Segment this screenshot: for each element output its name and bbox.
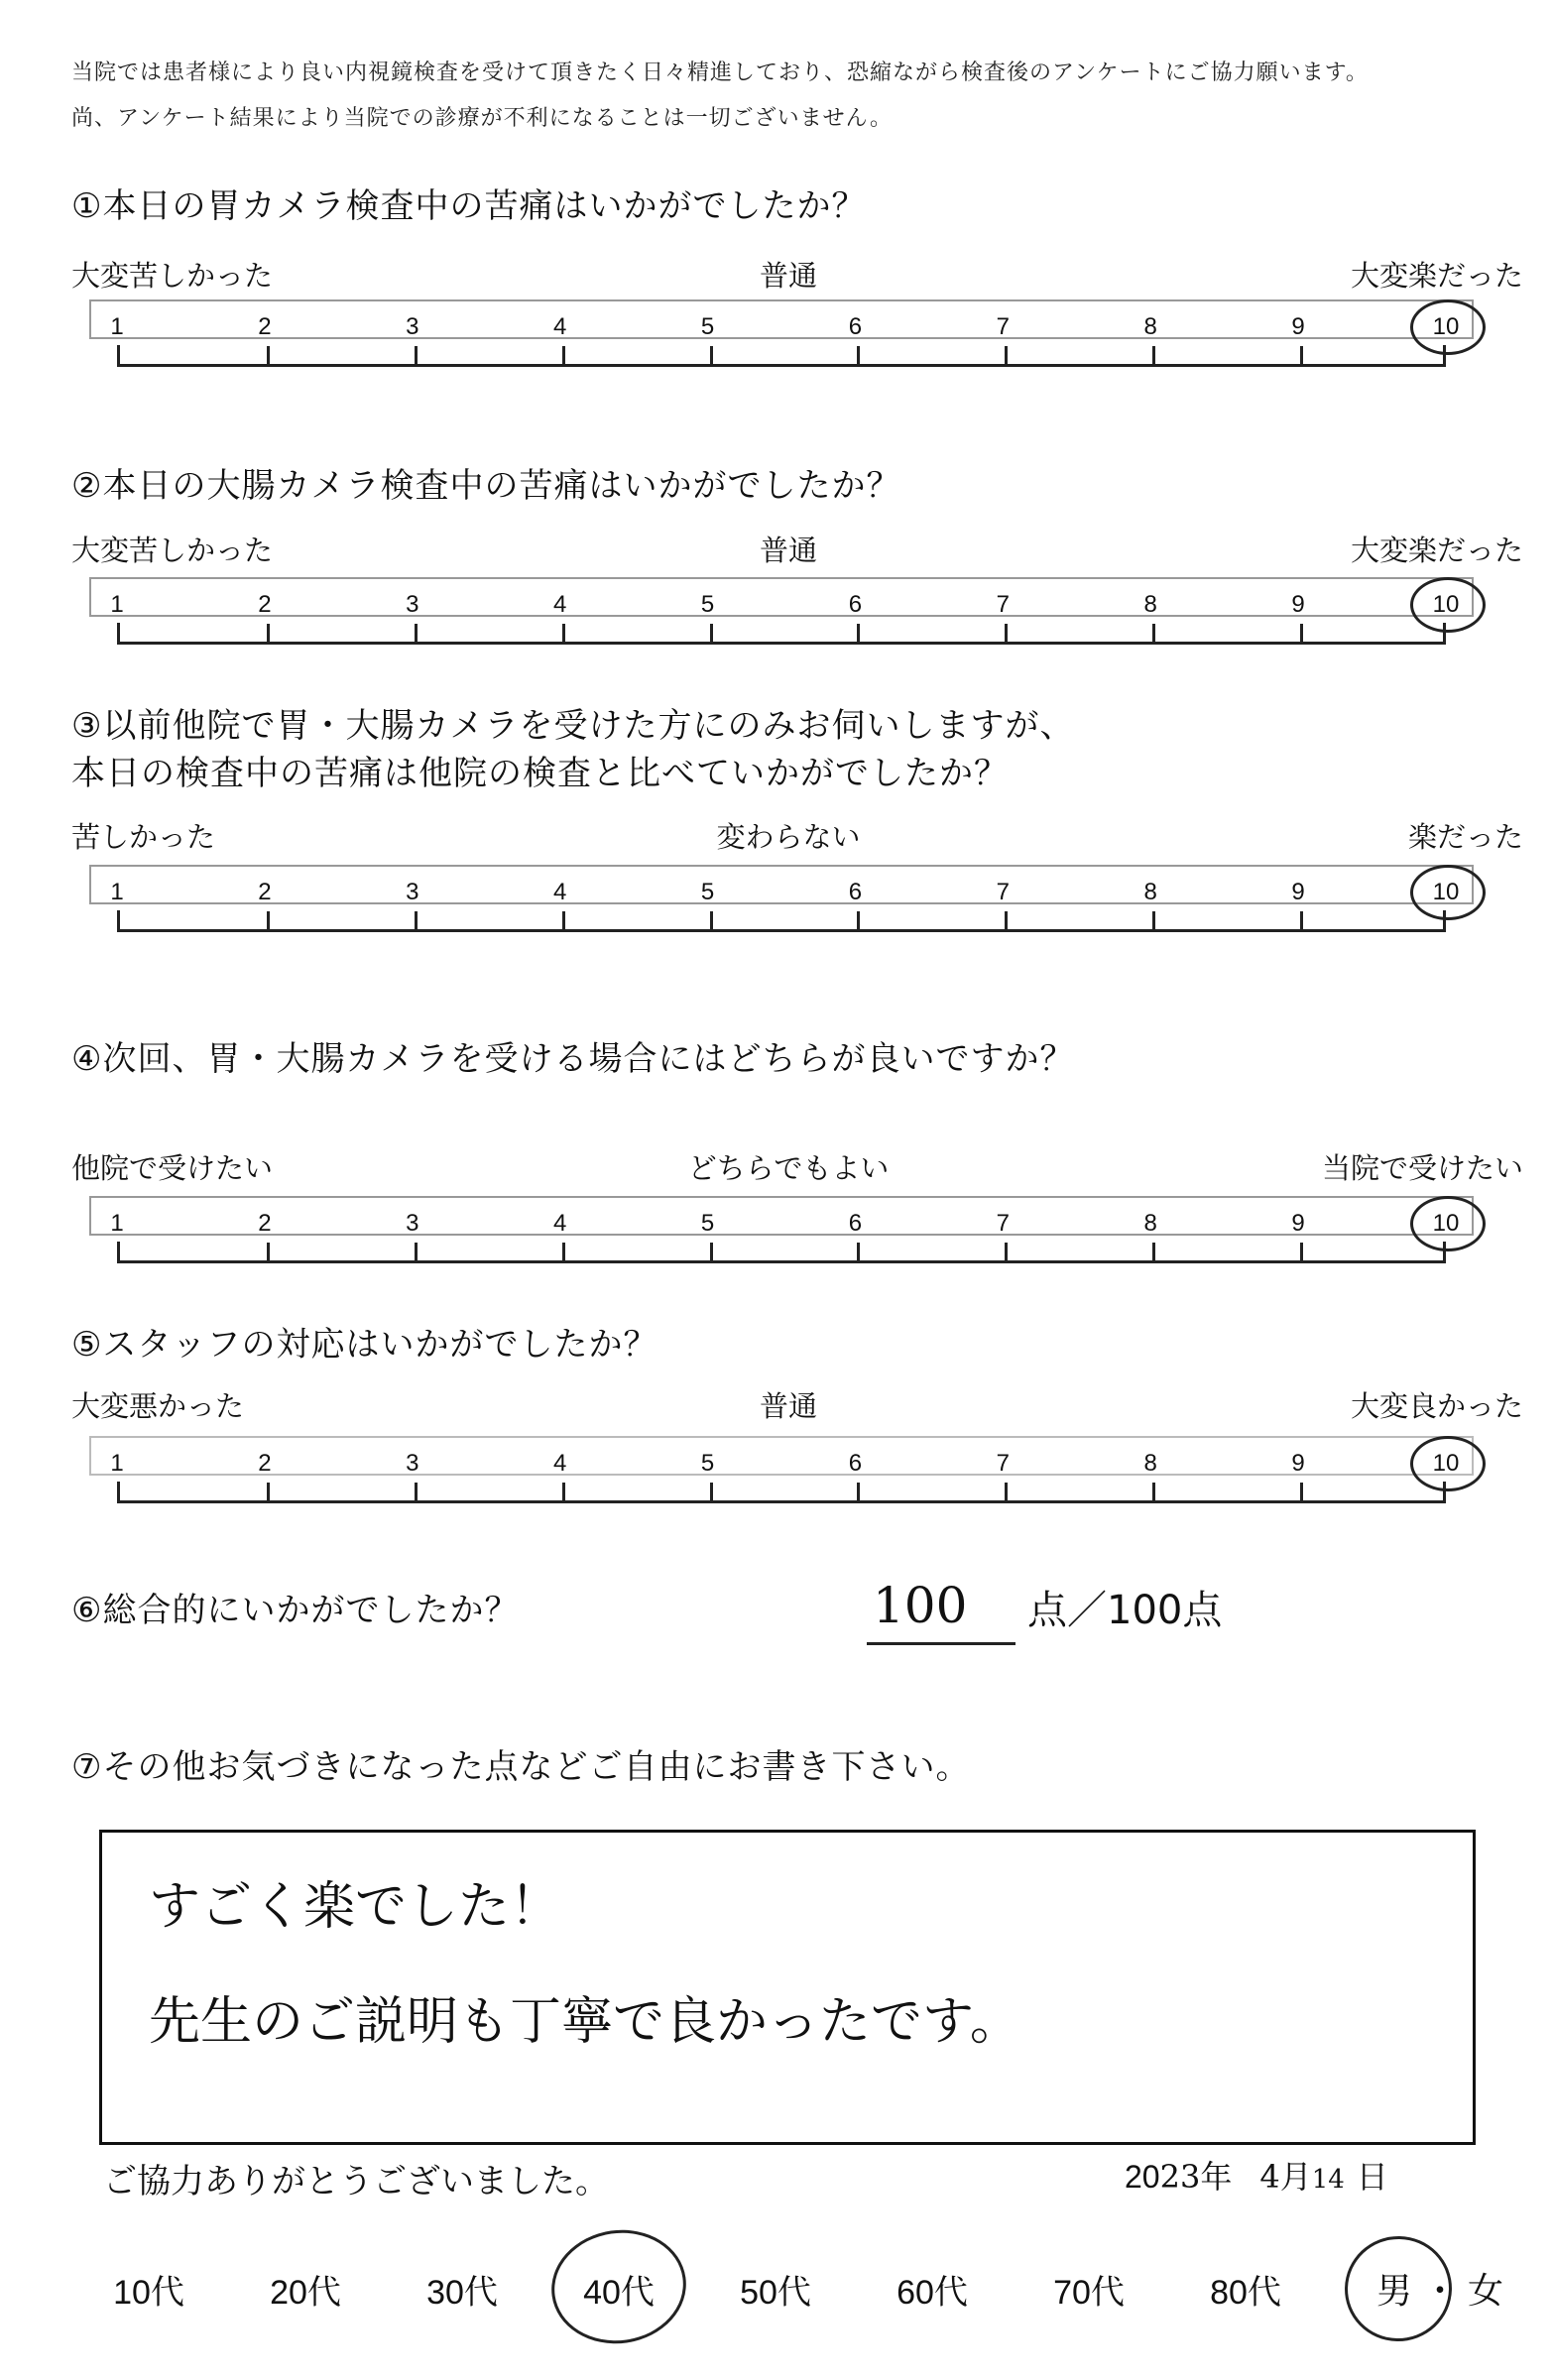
scale-option-8[interactable]: 8	[1143, 1450, 1157, 1477]
q1-left-anchor: 大変苦しかった	[71, 259, 274, 293]
scale-tick	[710, 911, 713, 929]
q5-right-anchor: 大変良かった	[1350, 1389, 1523, 1423]
q3-right-anchor: 楽だった	[1407, 820, 1523, 854]
gender-separator: ・	[1422, 2271, 1459, 2312]
scale-tick	[562, 346, 565, 364]
scale-tick	[1300, 911, 1303, 929]
question-2-title: ②本日の大腸カメラ検査中の苦痛はいかがでしたか？	[71, 466, 901, 506]
scale-option-5[interactable]: 5	[700, 591, 715, 618]
score-underline	[867, 1642, 1015, 1645]
scale-option-6[interactable]: 6	[848, 1450, 863, 1477]
q1-mid-anchor: 普通	[759, 259, 818, 293]
answer-selection-circle	[1410, 865, 1486, 920]
scale-tick	[1005, 624, 1008, 642]
scale-tick	[415, 624, 418, 642]
scale-option-4[interactable]: 4	[552, 879, 567, 905]
question-3-title-line-2: 本日の検査中の苦痛は他院の検査と比べていかがでしたか？	[71, 754, 1009, 793]
scale-tick	[1152, 346, 1155, 364]
scale-option-4[interactable]: 4	[552, 591, 567, 618]
scale-option-1[interactable]: 1	[110, 1450, 124, 1477]
scale-option-8[interactable]: 8	[1143, 1210, 1157, 1237]
scale-option-9[interactable]: 9	[1291, 1210, 1305, 1237]
scale-tick	[1300, 624, 1303, 642]
age-option-50代[interactable]: 50代	[740, 2274, 811, 2312]
scale-tick	[562, 1243, 565, 1260]
scale-option-9[interactable]: 9	[1291, 313, 1305, 340]
scale-option-3[interactable]: 3	[406, 879, 419, 905]
scale-option-10[interactable]: 10	[1432, 591, 1460, 618]
q1-axis	[117, 345, 1446, 367]
q5-mid-anchor: 普通	[759, 1389, 818, 1423]
scale-option-10[interactable]: 10	[1432, 879, 1460, 905]
question-6-title: ⑥総合的にいかがでしたか？	[71, 1591, 520, 1630]
answer-selection-circle	[1410, 299, 1486, 355]
age-option-20代[interactable]: 20代	[270, 2274, 341, 2312]
scale-option-7[interactable]: 7	[996, 1450, 1011, 1477]
age-option-80代[interactable]: 80代	[1210, 2274, 1281, 2312]
scale-tick	[1152, 1483, 1155, 1500]
scale-option-6[interactable]: 6	[848, 313, 863, 340]
age-option-60代[interactable]: 60代	[896, 2274, 968, 2312]
scale-option-1[interactable]: 1	[110, 591, 124, 618]
scale-tick	[710, 1483, 713, 1500]
q5-left-anchor: 大変悪かった	[71, 1389, 245, 1423]
scale-tick	[857, 346, 860, 364]
scale-option-7[interactable]: 7	[996, 591, 1011, 618]
q4-mid-anchor: どちらでもよい	[687, 1151, 890, 1185]
scale-option-7[interactable]: 7	[996, 313, 1011, 340]
scale-tick	[1152, 1243, 1155, 1260]
day-label: 日	[1356, 2159, 1388, 2195]
scale-option-5[interactable]: 5	[700, 313, 715, 340]
q4-right-anchor: 当院で受けたい	[1321, 1151, 1523, 1185]
score-suffix: 点／100点	[1027, 1588, 1223, 1633]
question-1-title: ①本日の胃カメラ検査中の苦痛はいかがでしたか？	[71, 186, 867, 226]
day-handwritten: 14	[1311, 2165, 1345, 2195]
scale-option-7[interactable]: 7	[996, 1210, 1011, 1237]
thanks-message: ご協力ありがとうございました。	[103, 2162, 609, 2202]
scale-tick	[857, 1243, 860, 1260]
scale-option-4[interactable]: 4	[552, 313, 567, 340]
scale-tick	[267, 1243, 270, 1260]
scale-option-2[interactable]: 2	[258, 591, 272, 618]
scale-option-4[interactable]: 4	[552, 1210, 567, 1237]
q5-scale-bar	[89, 1436, 1474, 1476]
scale-option-3[interactable]: 3	[406, 1450, 419, 1477]
scale-option-5[interactable]: 5	[700, 879, 715, 905]
scale-option-9[interactable]: 9	[1291, 591, 1305, 618]
scale-option-2[interactable]: 2	[258, 1210, 272, 1237]
q2-left-anchor: 大変苦しかった	[71, 534, 274, 567]
age-option-70代[interactable]: 70代	[1053, 2274, 1125, 2312]
age-option-30代[interactable]: 30代	[426, 2274, 498, 2312]
scale-tick	[1005, 911, 1008, 929]
scale-tick	[1005, 346, 1008, 364]
scale-tick	[267, 1483, 270, 1500]
gender-male[interactable]: 男	[1376, 2271, 1413, 2312]
age-option-40代[interactable]: 40代	[583, 2274, 655, 2312]
q4-axis	[117, 1242, 1446, 1263]
scale-option-2[interactable]: 2	[258, 879, 272, 905]
scale-tick	[710, 624, 713, 642]
scale-tick	[1300, 1243, 1303, 1260]
q1-scale-bar	[89, 299, 1474, 339]
answer-selection-circle	[1410, 1436, 1486, 1491]
scale-tick	[415, 1243, 418, 1260]
intro-line-2: 尚、アンケート結果により当院での診療が不利になることは一切ございません。	[71, 106, 894, 131]
scale-tick	[562, 624, 565, 642]
q4-scale-bar	[89, 1196, 1474, 1236]
year-handwritten: 23	[1159, 2158, 1201, 2196]
survey-date	[1125, 2152, 1388, 2198]
scale-tick	[857, 911, 860, 929]
scale-tick	[415, 911, 418, 929]
q2-right-anchor: 大変楽だった	[1350, 534, 1523, 567]
scale-option-6[interactable]: 6	[848, 591, 863, 618]
question-5-title: ⑤スタッフの対応はいかがでしたか？	[71, 1325, 658, 1365]
scale-option-9[interactable]: 9	[1291, 879, 1305, 905]
question-3-title: ③以前他院で胃・大腸カメラを受けた方にのみお伺いしますが、	[71, 706, 1075, 746]
q3-mid-anchor: 変わらない	[716, 820, 861, 854]
scale-tick	[1152, 624, 1155, 642]
scale-option-5[interactable]: 5	[700, 1450, 715, 1477]
q3-left-anchor: 苦しかった	[71, 820, 216, 854]
scale-option-8[interactable]: 8	[1143, 879, 1157, 905]
year-prefix: 20	[1125, 2159, 1160, 2195]
age-selection-circle	[544, 2221, 694, 2352]
scale-option-6[interactable]: 6	[848, 879, 863, 905]
q1-right-anchor: 大変楽だった	[1350, 259, 1523, 293]
total-score: 100	[873, 1577, 968, 1634]
scale-tick	[857, 1483, 860, 1500]
q2-mid-anchor: 普通	[759, 534, 818, 567]
scale-option-10[interactable]: 10	[1432, 313, 1460, 340]
comment-line-2: 先生のご説明も丁寧で良かったです。	[149, 1992, 1021, 2052]
scale-option-4[interactable]: 4	[552, 1450, 567, 1477]
scale-option-2[interactable]: 2	[258, 1450, 272, 1477]
q3-axis	[117, 910, 1446, 932]
scale-tick	[1152, 911, 1155, 929]
gender-female[interactable]: 女	[1468, 2271, 1504, 2312]
scale-tick	[710, 346, 713, 364]
comment-line-1: すごく楽でした！	[149, 1877, 562, 1937]
scale-tick	[415, 1483, 418, 1500]
scale-tick	[267, 911, 270, 929]
q4-left-anchor: 他院で受けたい	[71, 1151, 274, 1185]
scale-option-5[interactable]: 5	[700, 1210, 715, 1237]
scale-option-3[interactable]: 3	[406, 591, 419, 618]
answer-selection-circle	[1410, 577, 1486, 633]
scale-tick	[267, 346, 270, 364]
year-label: 年	[1200, 2159, 1233, 2195]
scale-tick	[1300, 346, 1303, 364]
scale-option-10[interactable]: 10	[1432, 1450, 1460, 1477]
question-4-title: ④次回、胃・大腸カメラを受ける場合にはどちらが良いですか？	[71, 1039, 1075, 1079]
scale-option-9[interactable]: 9	[1291, 1450, 1305, 1477]
scale-option-3[interactable]: 3	[406, 1210, 419, 1237]
scale-tick	[857, 624, 860, 642]
q5-axis	[117, 1482, 1446, 1503]
scale-option-1[interactable]: 1	[110, 313, 124, 340]
scale-tick	[267, 624, 270, 642]
scale-tick	[710, 1243, 713, 1260]
scale-option-1[interactable]: 1	[110, 879, 124, 905]
scale-option-1[interactable]: 1	[110, 1210, 124, 1237]
scale-option-8[interactable]: 8	[1143, 313, 1157, 340]
gender-selection-circle	[1337, 2227, 1461, 2349]
question-7-title: ⑦その他お気づきになった点などご自由にお書き下さい。	[71, 1747, 971, 1787]
scale-option-3[interactable]: 3	[406, 313, 419, 340]
scale-tick	[1300, 1483, 1303, 1500]
age-option-10代[interactable]: 10代	[113, 2274, 184, 2312]
scale-tick	[562, 1483, 565, 1500]
scale-tick	[1005, 1483, 1008, 1500]
month-label: 月	[1279, 2159, 1312, 2195]
scale-tick	[415, 346, 418, 364]
answer-selection-circle	[1410, 1196, 1486, 1251]
scale-tick	[562, 911, 565, 929]
scale-option-10[interactable]: 10	[1432, 1210, 1460, 1237]
intro-line-1: 当院では患者様により良い内視鏡検査を受けて頂きたく日々精進しており、恐縮ながら検査後のアンケートにご協力願います。	[71, 60, 1369, 85]
scale-option-2[interactable]: 2	[258, 313, 272, 340]
q2-axis	[117, 623, 1446, 645]
month-handwritten: 4	[1259, 2158, 1280, 2196]
scale-option-8[interactable]: 8	[1143, 591, 1157, 618]
scale-option-7[interactable]: 7	[996, 879, 1011, 905]
scale-option-6[interactable]: 6	[848, 1210, 863, 1237]
q3-scale-bar	[89, 865, 1474, 904]
q2-scale-bar	[89, 577, 1474, 617]
scale-tick	[1005, 1243, 1008, 1260]
